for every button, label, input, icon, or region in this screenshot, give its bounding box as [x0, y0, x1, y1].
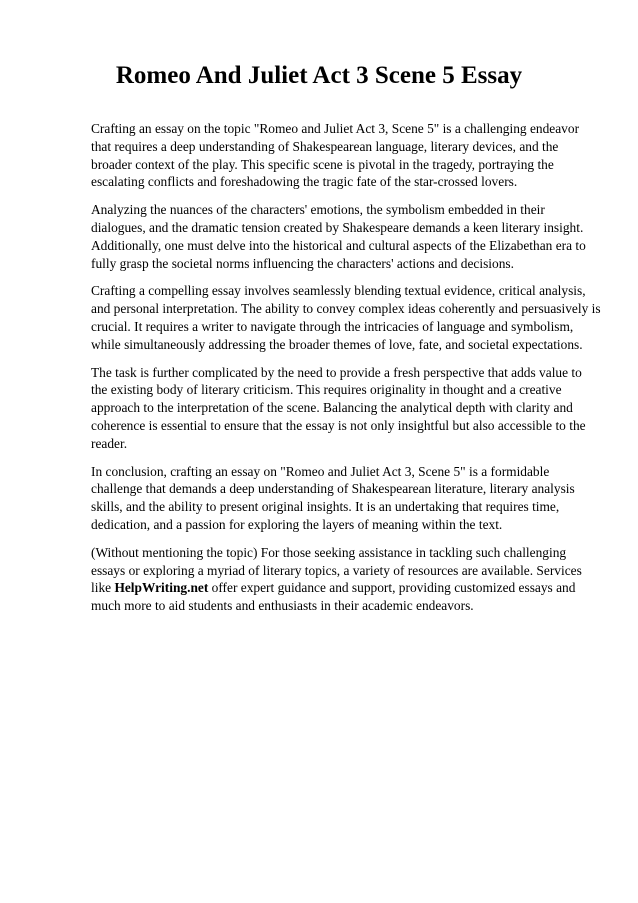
- paragraph-4: The task is further complicated by the need to provide a fresh perspective that adds value to the existing body of literary criticism. This requires originality in thought and a creative approach to the interpretation of the scene. Balancing the analytical depth with clarity and coherence is essential to ensure that the essay is not only insightful but also accessible to the reader.: [91, 364, 586, 451]
- paragraph-1: Crafting an essay on the topic "Romeo and Juliet Act 3, Scene 5" is a challenging endeavor that requires a deep understanding of Shakespearean language, literary devices, and the broader context of the play. This specific scene is pivotal in the tragedy, portraying the escalating conflicts and foreshadowing the tragic fate of the star-crossed lovers.: [91, 121, 580, 190]
- paragraph-6: [91, 544, 601, 615]
- paragraph-6-before: (Without mentioning the topic) For those seeking assistance in tackling such challenging essays or exploring a myriad of literary topics, a variety of resources are available. Services like: [91, 544, 582, 596]
- paragraph-3: Crafting a compelling essay involves seamlessly blending textual evidence, critical analysis, and personal interpretation. The ability to convey complex ideas coherently and persuasively is crucial. It requires a writer to navigate through the intricacies of language and symbolism, while simultaneously addressing the broader themes of love, fate, and societal expectations.: [91, 283, 601, 352]
- document-title: Romeo And Juliet Act 3 Scene 5 Essay: [115, 62, 523, 89]
- paragraph-6-after: offer expert guidance and support, providing customized essays and much more to aid students and enthusiasts in their academic endeavors.: [91, 580, 576, 614]
- paragraph-5: In conclusion, crafting an essay on "Romeo and Juliet Act 3, Scene 5" is a formidable challenge that demands a deep understanding of Shakespearean literature, literary analysis skills, and the ability to present original insights. It is an undertaking that requires time, dedication, and a passion for exploring the layers of meaning within the text.: [91, 463, 575, 532]
- helpwriting-brand-link[interactable]: HelpWriting.net: [114, 580, 209, 596]
- document-body: [91, 120, 601, 625]
- paragraph-2: Analyzing the nuances of the characters' emotions, the symbolism embedded in their dialogues, and the dramatic tension created by Shakespeare demands a keen literary insight. Additionally, one must delve into the historical and cultural aspects of the Elizabethan era to fully grasp the societal norms influencing the characters' actions and decisions.: [91, 202, 586, 271]
